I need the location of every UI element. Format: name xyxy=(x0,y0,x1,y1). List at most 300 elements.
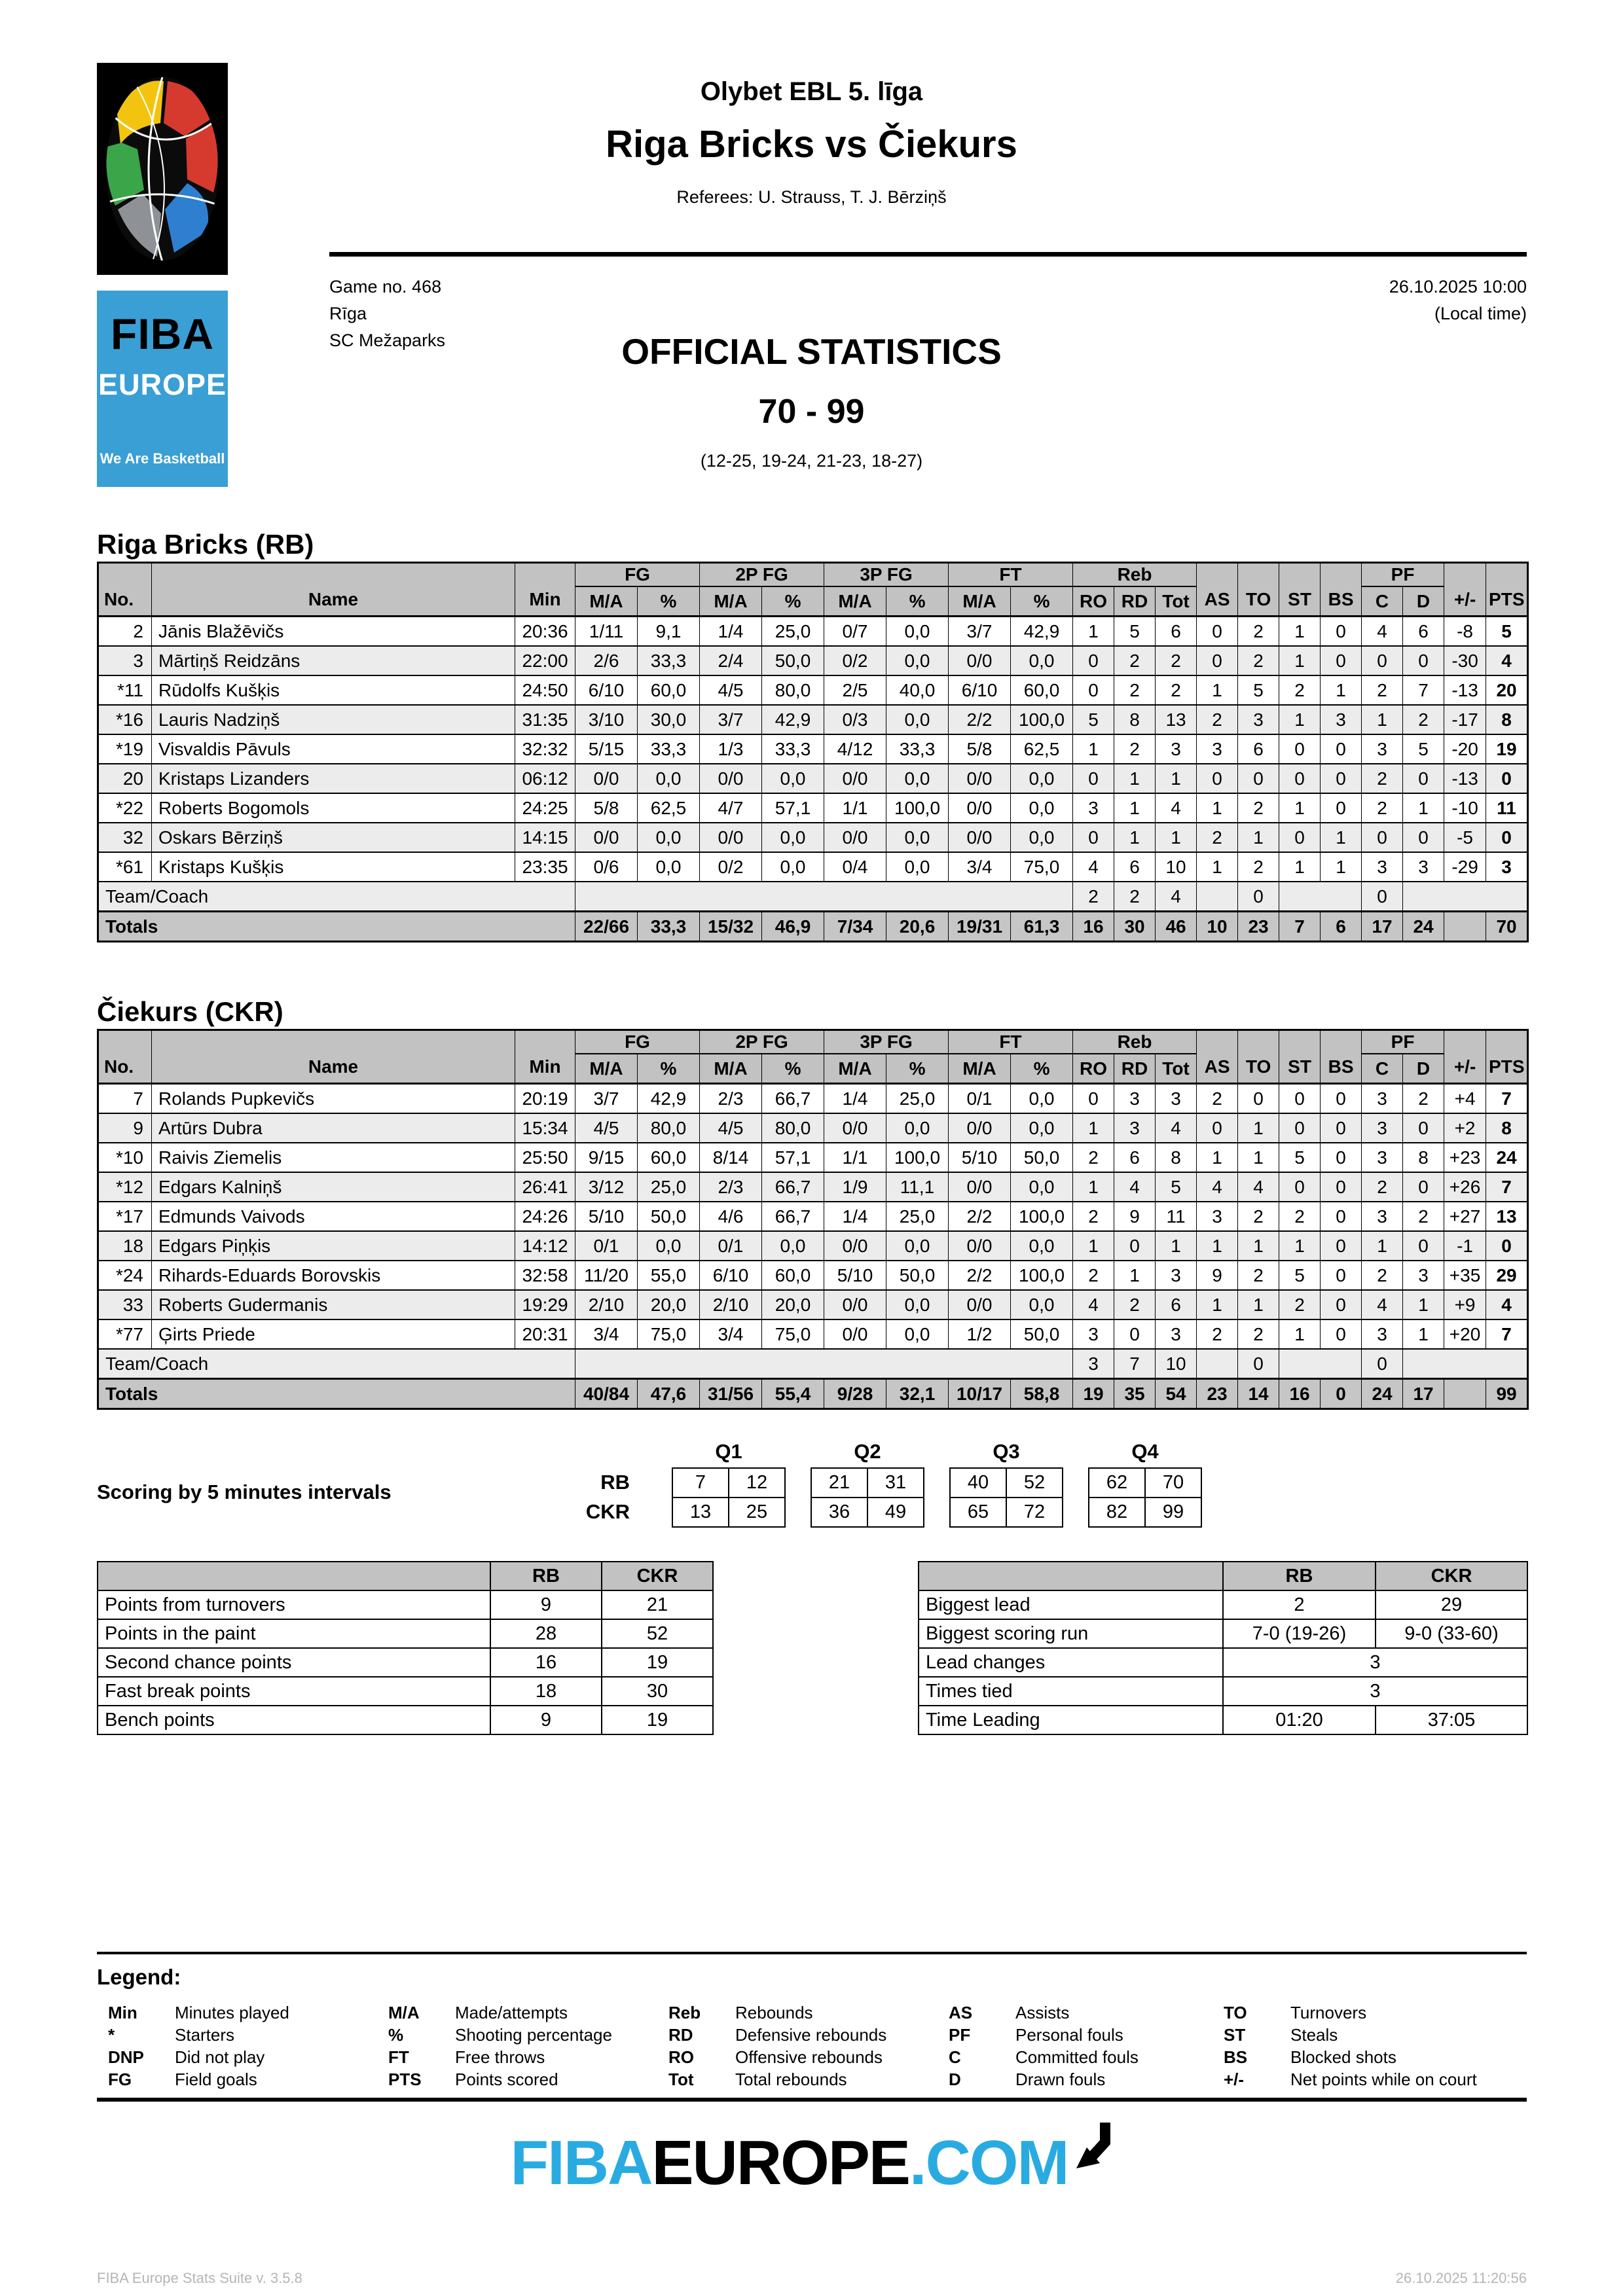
plus-minus: +35 xyxy=(1444,1261,1486,1290)
totals-tot: 54 xyxy=(1156,1379,1197,1409)
off-rebounds: 0 xyxy=(1073,675,1114,705)
legend-abbr: Tot xyxy=(668,2070,694,2089)
fg-percent: 62,5 xyxy=(638,793,700,823)
blocked-shots: 0 xyxy=(1321,734,1362,764)
fouls-drawn: 0 xyxy=(1403,764,1444,793)
group-header-2pfg: 2P FG xyxy=(700,563,824,587)
game-venue: SC Mežaparks xyxy=(329,331,446,350)
fouls-drawn: 2 xyxy=(1403,1084,1444,1114)
legend-abbr: +/- xyxy=(1224,2070,1245,2089)
3p-made-attempts: 2/5 xyxy=(824,675,886,705)
col-header-plusminus: +/- xyxy=(1444,1030,1486,1084)
blocked-shots: 0 xyxy=(1321,1084,1362,1114)
col-header-pts: PTS xyxy=(1486,563,1528,617)
legend-entry xyxy=(1224,2001,1529,2024)
fg-made-attempts: 9/15 xyxy=(575,1143,638,1172)
3p-percent: 0,0 xyxy=(886,764,949,793)
blocked-shots: 0 xyxy=(1321,1261,1362,1290)
assists: 1 xyxy=(1197,1290,1238,1319)
team-coach-row xyxy=(98,1349,1528,1379)
steals: 2 xyxy=(1279,1202,1321,1231)
fiba-slogan: We Are Basketball xyxy=(100,450,225,467)
col-header-ft-pct: % xyxy=(1011,586,1073,617)
rb-score-cell: 12 xyxy=(729,1468,785,1498)
fg-percent: 33,3 xyxy=(638,646,700,675)
def-rebounds: 4 xyxy=(1114,1172,1156,1202)
fouls-drawn: 2 xyxy=(1403,705,1444,734)
game-flow-stats-table xyxy=(918,1561,1528,1735)
total-rebounds: 6 xyxy=(1156,617,1197,647)
total-rebounds: 5 xyxy=(1156,1172,1197,1202)
empty-header xyxy=(919,1562,1223,1590)
def-rebounds: 2 xyxy=(1114,1290,1156,1319)
ckr-value: 52 xyxy=(602,1619,713,1648)
legend-abbr: C xyxy=(949,2047,961,2067)
col-header-2p-ma: M/A xyxy=(700,586,762,617)
minutes: 32:58 xyxy=(515,1261,575,1290)
3p-made-attempts: 5/10 xyxy=(824,1261,886,1290)
legend-definition: Defensive rebounds xyxy=(735,2025,887,2045)
plus-minus: +27 xyxy=(1444,1202,1486,1231)
fg-percent: 75,0 xyxy=(638,1319,700,1349)
off-rebounds: 1 xyxy=(1073,734,1114,764)
fouls-drawn: 8 xyxy=(1403,1143,1444,1172)
total-rebounds: 4 xyxy=(1156,793,1197,823)
turnovers: 2 xyxy=(1238,617,1279,647)
fg-percent: 30,0 xyxy=(638,705,700,734)
player-row xyxy=(98,1143,1528,1172)
legend-entry xyxy=(108,2068,388,2090)
blocked-shots: 0 xyxy=(1321,1290,1362,1319)
totals-as: 10 xyxy=(1197,912,1238,942)
legend-abbr: BS xyxy=(1224,2047,1248,2067)
assists: 0 xyxy=(1197,764,1238,793)
legend-abbr: ST xyxy=(1224,2025,1246,2045)
legend-abbr: AS xyxy=(949,2003,973,2022)
player-no: *22 xyxy=(98,793,152,823)
ft-made-attempts: 0/1 xyxy=(949,1084,1011,1114)
3p-made-attempts: 0/0 xyxy=(824,1290,886,1319)
3p-made-attempts: 0/0 xyxy=(824,1113,886,1143)
ft-percent: 100,0 xyxy=(1011,1261,1073,1290)
col-header-2p-pct: % xyxy=(762,1054,824,1084)
totals-2p-ma: 31/56 xyxy=(700,1379,762,1409)
points: 0 xyxy=(1486,1231,1528,1261)
team-turnovers: 0 xyxy=(1238,882,1279,912)
totals-pts: 99 xyxy=(1486,1379,1528,1409)
steals: 2 xyxy=(1279,1290,1321,1319)
player-name: Roberts Bogomols xyxy=(152,793,515,823)
fouls-committed: 4 xyxy=(1362,1290,1403,1319)
legend-entry xyxy=(668,2001,949,2024)
stats-table-header xyxy=(98,1030,1528,1084)
2p-percent: 80,0 xyxy=(762,675,824,705)
empty-cell xyxy=(1444,912,1486,942)
3p-made-attempts: 1/4 xyxy=(824,1084,886,1114)
assists: 9 xyxy=(1197,1261,1238,1290)
def-rebounds: 5 xyxy=(1114,617,1156,647)
player-no: 2 xyxy=(98,617,152,647)
player-row xyxy=(98,1319,1528,1349)
legend-entry xyxy=(949,2001,1224,2024)
totals-fg-pct: 47,6 xyxy=(638,1379,700,1409)
logo-fiba-text: FIBA xyxy=(510,2128,652,2198)
blocked-shots: 0 xyxy=(1321,1113,1362,1143)
assists: 3 xyxy=(1197,1202,1238,1231)
points: 29 xyxy=(1486,1261,1528,1290)
legend-abbr: FG xyxy=(108,2070,132,2089)
steals: 0 xyxy=(1279,1084,1321,1114)
legend-definition: Shooting percentage xyxy=(455,2025,612,2045)
ckr-score-cell: 36 xyxy=(811,1498,867,1527)
col-header-to: TO xyxy=(1238,563,1279,617)
2p-percent: 60,0 xyxy=(762,1261,824,1290)
def-rebounds: 0 xyxy=(1114,1231,1156,1261)
plus-minus: -20 xyxy=(1444,734,1486,764)
ckr-value: 21 xyxy=(602,1590,713,1619)
fg-percent: 20,0 xyxy=(638,1290,700,1319)
player-row xyxy=(98,1202,1528,1231)
plus-minus: +26 xyxy=(1444,1172,1486,1202)
fouls-committed: 2 xyxy=(1362,793,1403,823)
rb-score-cell: 62 xyxy=(1089,1468,1145,1498)
legend-definition: Starters xyxy=(175,2025,235,2045)
legend-entry xyxy=(388,2046,668,2068)
player-row xyxy=(98,793,1528,823)
blocked-shots: 0 xyxy=(1321,646,1362,675)
quarter-group-q1 xyxy=(672,1440,786,1528)
col-header-d: D xyxy=(1403,586,1444,617)
steals: 0 xyxy=(1279,764,1321,793)
stat-label: Biggest scoring run xyxy=(919,1619,1223,1648)
off-rebounds: 4 xyxy=(1073,852,1114,882)
ft-made-attempts: 3/4 xyxy=(949,852,1011,882)
col-header-rd: RD xyxy=(1114,586,1156,617)
assists: 1 xyxy=(1197,793,1238,823)
turnovers: 2 xyxy=(1238,852,1279,882)
totals-3p-pct: 20,6 xyxy=(886,912,949,942)
header-divider xyxy=(329,252,1527,257)
fouls-drawn: 5 xyxy=(1403,734,1444,764)
fg-percent: 9,1 xyxy=(638,617,700,647)
legend-abbr: % xyxy=(388,2025,404,2045)
2p-percent: 66,7 xyxy=(762,1084,824,1114)
ft-made-attempts: 0/0 xyxy=(949,646,1011,675)
stat-row xyxy=(919,1590,1527,1619)
ft-percent: 42,9 xyxy=(1011,617,1073,647)
ft-made-attempts: 0/0 xyxy=(949,1113,1011,1143)
fouls-drawn: 0 xyxy=(1403,646,1444,675)
player-name: Rihards-Eduards Borovskis xyxy=(152,1261,515,1290)
turnovers: 1 xyxy=(1238,1143,1279,1172)
ft-made-attempts: 2/2 xyxy=(949,705,1011,734)
legend-title: Legend: xyxy=(97,1965,181,1989)
player-no: *19 xyxy=(98,734,152,764)
3p-percent: 40,0 xyxy=(886,675,949,705)
game-date: 26.10.2025 10:00 xyxy=(1389,277,1527,296)
fouls-drawn: 0 xyxy=(1403,823,1444,852)
ft-percent: 75,0 xyxy=(1011,852,1073,882)
legend-entry xyxy=(668,2068,949,2090)
ft-percent: 0,0 xyxy=(1011,793,1073,823)
off-rebounds: 2 xyxy=(1073,1261,1114,1290)
stat-label: Fast break points xyxy=(98,1677,490,1706)
group-header-reb: Reb xyxy=(1073,1030,1197,1054)
2p-percent: 0,0 xyxy=(762,764,824,793)
3p-made-attempts: 0/3 xyxy=(824,705,886,734)
off-rebounds: 0 xyxy=(1073,646,1114,675)
ckr-value: 9-0 (33-60) xyxy=(1376,1619,1527,1648)
legend-definition: Minutes played xyxy=(175,2003,289,2022)
3p-made-attempts: 0/4 xyxy=(824,852,886,882)
col-header-ft-pct: % xyxy=(1011,1054,1073,1084)
totals-ft-ma: 19/31 xyxy=(949,912,1011,942)
stat-label: Points in the paint xyxy=(98,1619,490,1648)
assists: 4 xyxy=(1197,1172,1238,1202)
totals-st: 7 xyxy=(1279,912,1321,942)
ft-percent: 0,0 xyxy=(1011,764,1073,793)
quarter-group-q4 xyxy=(1088,1440,1202,1528)
game-number: Game no. 468 xyxy=(329,277,442,296)
totals-3p-pct: 32,1 xyxy=(886,1379,949,1409)
team-def-rebounds: 2 xyxy=(1114,882,1156,912)
legend-column xyxy=(1224,2001,1529,2090)
minutes: 31:35 xyxy=(515,705,575,734)
legend-definition: Net points while on court xyxy=(1290,2070,1477,2089)
fg-percent: 80,0 xyxy=(638,1113,700,1143)
player-name: Lauris Nadziņš xyxy=(152,705,515,734)
def-rebounds: 3 xyxy=(1114,1084,1156,1114)
ckr-score-cell: 99 xyxy=(1145,1498,1201,1527)
totals-2p-ma: 15/32 xyxy=(700,912,762,942)
team-coach-row xyxy=(98,882,1528,912)
steals: 5 xyxy=(1279,1143,1321,1172)
total-rebounds: 3 xyxy=(1156,1084,1197,1114)
steals: 1 xyxy=(1279,1231,1321,1261)
scoring-away-label: CKR xyxy=(585,1500,630,1523)
2p-made-attempts: 3/4 xyxy=(700,1319,762,1349)
group-header-3pfg: 3P FG xyxy=(824,1030,949,1054)
3p-made-attempts: 0/2 xyxy=(824,646,886,675)
legend-entry xyxy=(1224,2046,1529,2068)
steals: 1 xyxy=(1279,705,1321,734)
player-no: *11 xyxy=(98,675,152,705)
player-name: Oskars Bērziņš xyxy=(152,823,515,852)
2p-percent: 80,0 xyxy=(762,1113,824,1143)
fiba-logo-text: FIBA xyxy=(111,310,214,358)
col-header-as: AS xyxy=(1197,1030,1238,1084)
2p-percent: 50,0 xyxy=(762,646,824,675)
team-coach-label: Team/Coach xyxy=(98,1349,575,1379)
team-off-rebounds: 2 xyxy=(1073,882,1114,912)
assists: 2 xyxy=(1197,1084,1238,1114)
blocked-shots: 0 xyxy=(1321,1231,1362,1261)
col-header-ft-ma: M/A xyxy=(949,586,1011,617)
stat-row xyxy=(919,1706,1527,1734)
fouls-drawn: 1 xyxy=(1403,793,1444,823)
legend-definition: Did not play xyxy=(175,2047,265,2067)
empty-cell xyxy=(1444,1379,1486,1409)
3p-percent: 25,0 xyxy=(886,1084,949,1114)
points: 13 xyxy=(1486,1202,1528,1231)
totals-rd: 35 xyxy=(1114,1379,1156,1409)
plus-minus: -1 xyxy=(1444,1231,1486,1261)
turnovers: 1 xyxy=(1238,1231,1279,1261)
off-rebounds: 2 xyxy=(1073,1202,1114,1231)
col-header-rd: RD xyxy=(1114,1054,1156,1084)
player-name: Edmunds Vaivods xyxy=(152,1202,515,1231)
rb-score-cell: 21 xyxy=(811,1468,867,1498)
player-no: 9 xyxy=(98,1113,152,1143)
total-rebounds: 1 xyxy=(1156,1231,1197,1261)
player-row xyxy=(98,764,1528,793)
legend-abbr: Min xyxy=(108,2003,137,2022)
2p-made-attempts: 1/4 xyxy=(700,617,762,647)
3p-made-attempts: 1/9 xyxy=(824,1172,886,1202)
blocked-shots: 1 xyxy=(1321,852,1362,882)
totals-rd: 30 xyxy=(1114,912,1156,942)
generated-timestamp: 26.10.2025 11:20:56 xyxy=(1395,2270,1527,2286)
2p-percent: 66,7 xyxy=(762,1172,824,1202)
col-header-plusminus: +/- xyxy=(1444,563,1486,617)
2p-made-attempts: 0/0 xyxy=(700,823,762,852)
col-header-bs: BS xyxy=(1321,563,1362,617)
fg-percent: 0,0 xyxy=(638,823,700,852)
col-header-3p-ma: M/A xyxy=(824,1054,886,1084)
steals: 1 xyxy=(1279,646,1321,675)
def-rebounds: 1 xyxy=(1114,793,1156,823)
total-rebounds: 10 xyxy=(1156,852,1197,882)
ft-percent: 0,0 xyxy=(1011,1231,1073,1261)
col-header-no: No. xyxy=(98,1030,152,1084)
fg-made-attempts: 6/10 xyxy=(575,675,638,705)
quarter-group-q2 xyxy=(811,1440,924,1528)
empty-cell xyxy=(575,1349,1073,1379)
2p-made-attempts: 3/7 xyxy=(700,705,762,734)
legend-definition: Turnovers xyxy=(1290,2003,1367,2022)
def-rebounds: 1 xyxy=(1114,764,1156,793)
europe-logo-text: EUROPE xyxy=(98,368,227,401)
document-title: OFFICIAL STATISTICS xyxy=(621,331,1002,372)
player-name: Kristaps Lizanders xyxy=(152,764,515,793)
ft-percent: 0,0 xyxy=(1011,646,1073,675)
2p-made-attempts: 2/4 xyxy=(700,646,762,675)
totals-ft-ma: 10/17 xyxy=(949,1379,1011,1409)
col-header-ft-ma: M/A xyxy=(949,1054,1011,1084)
2p-made-attempts: 1/3 xyxy=(700,734,762,764)
fg-made-attempts: 3/4 xyxy=(575,1319,638,1349)
ckr-score-cell: 13 xyxy=(672,1498,729,1527)
fg-percent: 33,3 xyxy=(638,734,700,764)
3p-percent: 0,0 xyxy=(886,1231,949,1261)
def-rebounds: 2 xyxy=(1114,675,1156,705)
plus-minus: +4 xyxy=(1444,1084,1486,1114)
fouls-drawn: 6 xyxy=(1403,617,1444,647)
player-row xyxy=(98,1113,1528,1143)
player-row xyxy=(98,617,1528,647)
total-rebounds: 4 xyxy=(1156,1113,1197,1143)
fouls-drawn: 0 xyxy=(1403,1231,1444,1261)
totals-to: 14 xyxy=(1238,1379,1279,1409)
turnovers: 1 xyxy=(1238,1113,1279,1143)
stat-row xyxy=(919,1677,1527,1706)
totals-3p-ma: 7/34 xyxy=(824,912,886,942)
plus-minus: -5 xyxy=(1444,823,1486,852)
minutes: 24:26 xyxy=(515,1202,575,1231)
ckr-column-header: CKR xyxy=(602,1562,713,1590)
fg-made-attempts: 3/7 xyxy=(575,1084,638,1114)
2p-made-attempts: 0/2 xyxy=(700,852,762,882)
legend-definition: Rebounds xyxy=(735,2003,813,2022)
off-rebounds: 5 xyxy=(1073,705,1114,734)
minutes: 15:34 xyxy=(515,1113,575,1143)
empty-cell xyxy=(1403,882,1528,912)
player-row xyxy=(98,1290,1528,1319)
fouls-committed: 3 xyxy=(1362,1113,1403,1143)
totals-tot: 46 xyxy=(1156,912,1197,942)
totals-c: 17 xyxy=(1362,912,1403,942)
minutes: 23:35 xyxy=(515,852,575,882)
rb-value: 9 xyxy=(490,1706,602,1734)
totals-label: Totals xyxy=(98,912,575,942)
def-rebounds: 3 xyxy=(1114,1113,1156,1143)
fouls-drawn: 3 xyxy=(1403,852,1444,882)
3p-percent: 25,0 xyxy=(886,1202,949,1231)
minutes: 32:32 xyxy=(515,734,575,764)
fg-made-attempts: 5/15 xyxy=(575,734,638,764)
2p-made-attempts: 2/3 xyxy=(700,1172,762,1202)
steals: 5 xyxy=(1279,1261,1321,1290)
points: 4 xyxy=(1486,1290,1528,1319)
legend-column xyxy=(668,2001,949,2090)
3p-percent: 11,1 xyxy=(886,1172,949,1202)
minutes: 19:29 xyxy=(515,1290,575,1319)
totals-bs: 0 xyxy=(1321,1379,1362,1409)
col-header-fg-pct: % xyxy=(638,586,700,617)
minutes: 25:50 xyxy=(515,1143,575,1172)
rb-column-header: RB xyxy=(490,1562,602,1590)
plus-minus: -13 xyxy=(1444,764,1486,793)
legend-abbr: RO xyxy=(668,2047,694,2067)
player-row xyxy=(98,823,1528,852)
plus-minus: +2 xyxy=(1444,1113,1486,1143)
col-header-fg-ma: M/A xyxy=(575,586,638,617)
fg-percent: 0,0 xyxy=(638,1231,700,1261)
col-header-tot: Tot xyxy=(1156,1054,1197,1084)
fg-percent: 60,0 xyxy=(638,675,700,705)
2p-percent: 57,1 xyxy=(762,793,824,823)
player-no: *17 xyxy=(98,1202,152,1231)
col-header-2p-ma: M/A xyxy=(700,1054,762,1084)
3p-made-attempts: 4/12 xyxy=(824,734,886,764)
quarter-score-table xyxy=(672,1467,786,1528)
points: 7 xyxy=(1486,1172,1528,1202)
legend-definition: Drawn fouls xyxy=(1015,2070,1106,2089)
3p-made-attempts: 0/0 xyxy=(824,764,886,793)
legend-column xyxy=(108,2001,388,2090)
legend-definition: Personal fouls xyxy=(1015,2025,1123,2045)
rb-value: 01:20 xyxy=(1223,1706,1376,1734)
3p-made-attempts: 0/0 xyxy=(824,1319,886,1349)
3p-percent: 0,0 xyxy=(886,1113,949,1143)
legend-abbr: PF xyxy=(949,2025,971,2045)
ckr-value: 19 xyxy=(602,1648,713,1677)
blocked-shots: 0 xyxy=(1321,1172,1362,1202)
3p-percent: 33,3 xyxy=(886,734,949,764)
local-time-note: (Local time) xyxy=(1434,304,1527,323)
steals: 1 xyxy=(1279,617,1321,647)
player-row xyxy=(98,1084,1528,1114)
